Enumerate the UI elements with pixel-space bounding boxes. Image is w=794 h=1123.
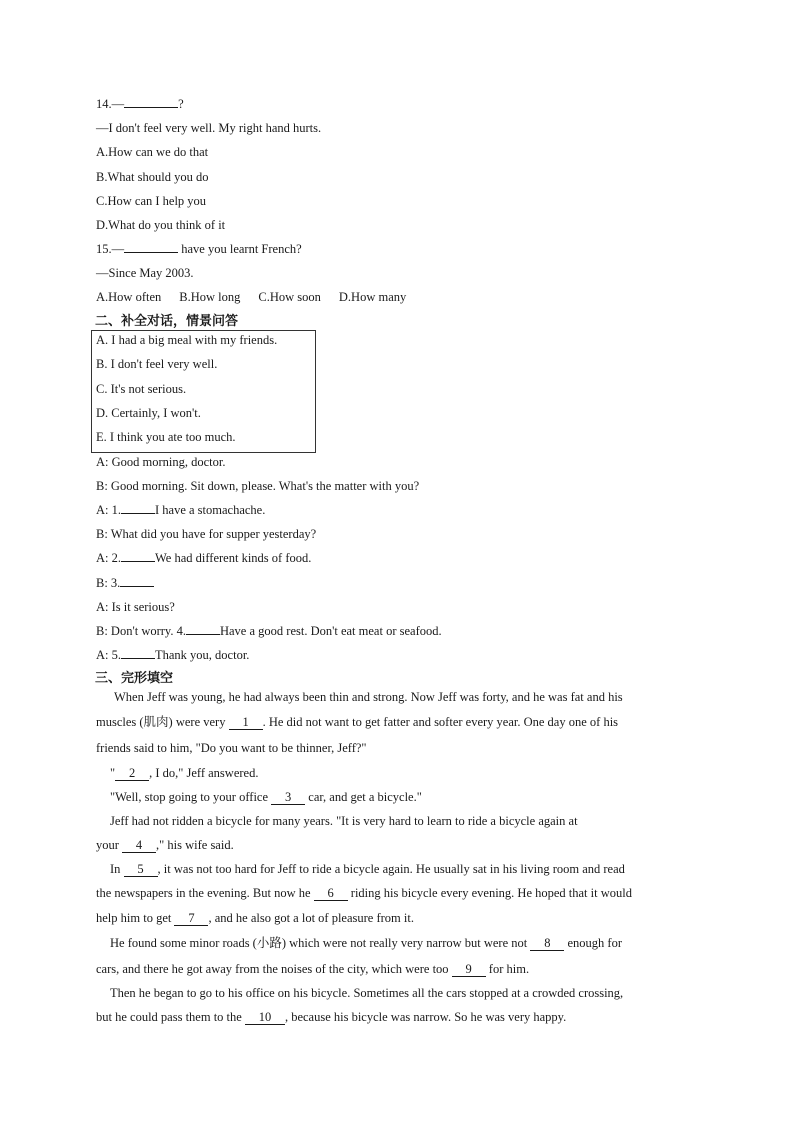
q14-stem: 14.— ?: [96, 97, 184, 111]
q14-option-a: A.How can we do that: [96, 145, 209, 159]
q15-option-c: C.How soon: [258, 290, 321, 304]
dialogue-line-5: A: 2. We had different kinds of food.: [96, 551, 312, 565]
box-option-b: B. I don't feel very well.: [96, 357, 218, 371]
dialogue-line-1: A: Good morning, doctor.: [96, 455, 226, 469]
section2-heading: 二、补全对话，情景问答: [95, 314, 239, 329]
section3-heading: 三、完形填空: [95, 671, 174, 686]
dialogue-blank-2: [121, 561, 155, 562]
q15-number: 15.—: [96, 242, 125, 256]
cloze-blank-1: 1: [229, 716, 263, 730]
cloze-blank-2: 2: [115, 767, 149, 781]
passage-line-4: " 2 , I do," Jeff answered.: [110, 766, 259, 780]
cloze-blank-8: 8: [530, 937, 564, 951]
cloze-blank-4: 4: [122, 839, 156, 853]
passage-line-13: Then he began to go to his office on his bicycle. Sometimes all the cars stopped at a crowded crossing,: [110, 986, 624, 1000]
cloze-blank-10: 10: [245, 1011, 285, 1025]
dialogue-line-3: A: 1. I have a stomachache.: [96, 503, 266, 517]
passage-line-10: help him to get 7 , and he also got a lot of pleasure from it.: [96, 911, 414, 925]
q14-number: 14.—: [96, 97, 125, 111]
cloze-blank-9: 9: [452, 963, 486, 977]
cloze-blank-6: 6: [314, 887, 348, 901]
dialogue-blank-4: [186, 634, 220, 635]
passage-line-7: your 4 ," his wife said.: [96, 838, 234, 852]
box-option-d: D. Certainly, I won't.: [96, 406, 201, 420]
passage-line-3: friends said to him, "Do you want to be thinner, Jeff?": [96, 741, 367, 755]
q15-stem: 15.— have you learnt French?: [96, 242, 302, 256]
dialogue-line-6: B: 3.: [96, 575, 154, 591]
box-option-e: E. I think you ate too much.: [96, 430, 236, 444]
passage-line-11: He found some minor roads (小路) which were not really very narrow but were not 8 enough for: [110, 936, 622, 950]
q14-blank: [124, 107, 178, 108]
dialogue-blank-1: [121, 513, 155, 514]
q14-reply: —I don't feel very well. My right hand hurts.: [96, 121, 322, 135]
cloze-blank-7: 7: [174, 912, 208, 926]
box-option-c: C. It's not serious.: [96, 382, 187, 396]
passage-line-8: In 5 , it was not too hard for Jeff to ride a bicycle again. He usually sat in his living room and read: [110, 862, 625, 876]
dialogue-line-7: A: Is it serious?: [96, 600, 175, 614]
dialogue-line-2: B: Good morning. Sit down, please. What's the matter with you?: [96, 479, 420, 493]
passage-line-5: "Well, stop going to your office 3 car, and get a bicycle.": [110, 790, 422, 804]
q14-option-b: B.What should you do: [96, 170, 209, 184]
dialogue-line-4: B: What did you have for supper yesterday?: [96, 527, 317, 541]
q14-option-c: C.How can I help you: [96, 194, 207, 208]
q15-reply: —Since May 2003.: [96, 266, 194, 280]
passage-line-14: but he could pass them to the 10 , because his bicycle was narrow. So he was very happy.: [96, 1010, 567, 1024]
passage-line-9: the newspapers in the evening. But now he 6 riding his bicycle every evening. He hoped that it would: [96, 886, 632, 900]
dialogue-blank-5: [121, 658, 155, 659]
dialogue-line-8: B: Don't worry. 4. Have a good rest. Don't eat meat or seafood.: [96, 624, 442, 638]
cloze-blank-5: 5: [124, 863, 158, 877]
passage-line-6: Jeff had not ridden a bicycle for many years. "It is very hard to learn to ride a bicycle again at: [110, 814, 578, 828]
passage-line-1: When Jeff was young, he had always been thin and strong. Now Jeff was forty, and he was fat and his: [114, 690, 623, 704]
q15-options: [96, 289, 424, 305]
dialogue-line-9: A: 5. Thank you, doctor.: [96, 648, 250, 662]
q15-option-b: B.How long: [179, 290, 241, 304]
q15-option-a: A.How often: [96, 290, 162, 304]
q15-blank: [124, 252, 178, 253]
q15-option-d: D.How many: [338, 290, 407, 304]
q14-option-d: D.What do you think of it: [96, 218, 226, 232]
dialogue-blank-3: [120, 586, 154, 587]
passage-line-12: cars, and there he got away from the noises of the city, which were too 9 for him.: [96, 962, 530, 976]
box-option-a: A. I had a big meal with my friends.: [96, 333, 278, 347]
passage-line-2: muscles (肌肉) were very 1 . He did not want to get fatter and softer every year. One day one of his: [96, 715, 619, 729]
cloze-blank-3: 3: [271, 791, 305, 805]
